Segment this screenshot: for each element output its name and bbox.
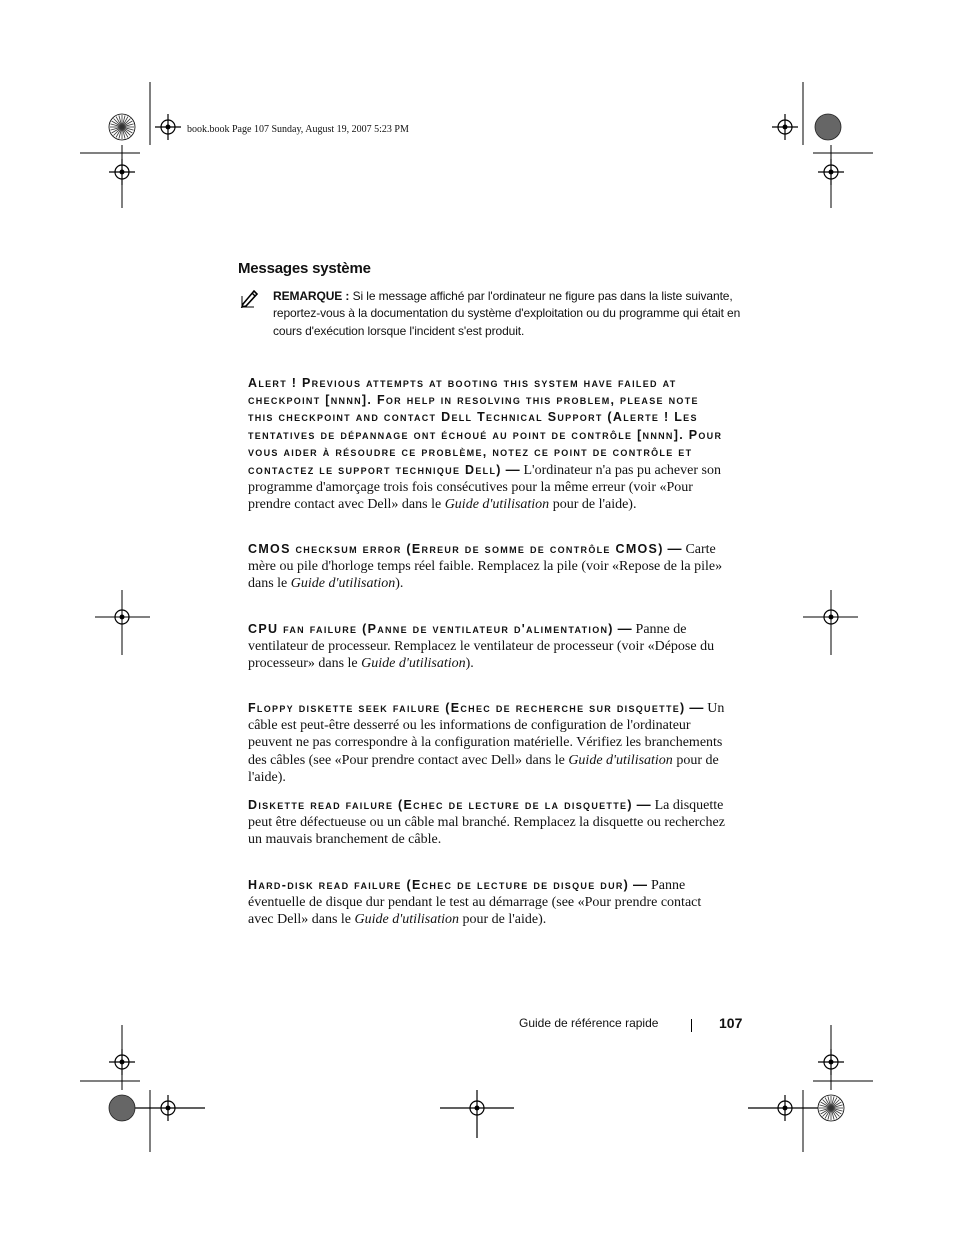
footer-guide-title: Guide de référence rapide	[519, 1016, 659, 1030]
message-entry	[248, 699, 728, 786]
em-dash: —	[629, 876, 651, 892]
message-entry	[248, 375, 728, 514]
note-text: Si le message affiché par l'ordinateur ne figure pas dans la liste suivante, reportez-vous à la documentation du système d'exploitation ou du programme qui était en cours d'exécution lorsque l'incident s'est produit.	[273, 289, 741, 338]
message-description: La disquette peut être défectueuse ou un câble mal branché. Remplacez la disquette ou recherchez un mauvais branchement de câble.	[248, 798, 725, 848]
em-dash: —	[613, 620, 636, 636]
message-title: CMOS checksum error (Erreur de somme de contrôle CMOS)	[248, 542, 664, 556]
guide-reference: Guide d'utilisation	[354, 912, 460, 928]
guide-reference: Guide d'utilisation	[444, 497, 550, 513]
message-description: Un câble est peut-être desserré ou les informations de configuration de l'ordinateur peuvent ne pas correspondre à la configuration matérielle. Vérifiez les branchements des câbles (see «Pour prendre contact avec Dell» dans le	[248, 701, 725, 768]
message-description-end: pour de l'aide).	[459, 912, 547, 928]
pencil-note-icon	[240, 288, 260, 308]
em-dash: —	[632, 796, 655, 812]
message-description-end: pour de l'aide).	[248, 752, 719, 785]
message-entry	[248, 540, 728, 593]
em-dash: —	[663, 540, 686, 556]
message-title: CPU fan failure (Panne de ventilateur d'alimentation)	[248, 622, 614, 636]
section-title: Messages système	[238, 260, 371, 277]
message-description-end: pour de l'aide).	[549, 497, 637, 513]
message-description-end: ).	[465, 656, 474, 672]
guide-reference: Guide d'utilisation	[290, 576, 396, 592]
message-description-end: ).	[395, 576, 404, 592]
guide-reference: Guide d'utilisation	[361, 656, 466, 672]
message-entry	[248, 876, 728, 929]
footer-divider	[691, 1019, 692, 1032]
note-remark	[273, 288, 743, 340]
message-entry	[248, 796, 728, 849]
message-entry	[248, 620, 728, 673]
page-number: 107	[719, 1015, 743, 1031]
message-description: Panne de ventilateur de processeur. Remplacez le ventilateur de processeur (voir «Dépose du processeur» dans le	[248, 622, 715, 672]
message-description: Panne éventuelle de disque dur pendant le test au démarrage (see «Pour prendre contact avec Dell» dans le	[248, 878, 702, 928]
message-description: Carte mère ou pile d'horloge temps réel faible. Remplacez la pile (voir «Repose de la pile» dans le	[248, 542, 723, 592]
message-title: Hard-disk read failure (Echec de lecture de disque dur)	[248, 878, 630, 892]
guide-reference: Guide d'utilisation	[568, 752, 673, 768]
print-header: book.book Page 107 Sunday, August 19, 2007 5:23 PM	[187, 124, 409, 135]
em-dash: —	[685, 699, 708, 715]
message-title: Diskette read failure (Echec de lecture de la disquette)	[248, 798, 633, 812]
message-title: Alert ! Previous attempts at booting this system have failed at checkpoint [nnnn]. For help in resolving this problem, please note this checkpoint and contact Dell Technical Support (Alerte ! Les tentatives de dépannage ont échoué au point de contrôle [nnnn]. Pour vous aider à résoudre ce problème, notez ce point de contrôle et contactez le support technique Dell)	[248, 376, 723, 478]
em-dash: —	[501, 461, 524, 478]
note-label: REMARQUE :	[273, 289, 350, 303]
message-title: Floppy diskette seek failure (Echec de recherche sur disquette)	[248, 701, 686, 715]
message-description: L'ordinateur n'a pas pu achever son programme d'amorçage trois fois consécutives pour la même erreur (voir «Pour prendre contact avec Dell» dans le	[248, 463, 721, 513]
